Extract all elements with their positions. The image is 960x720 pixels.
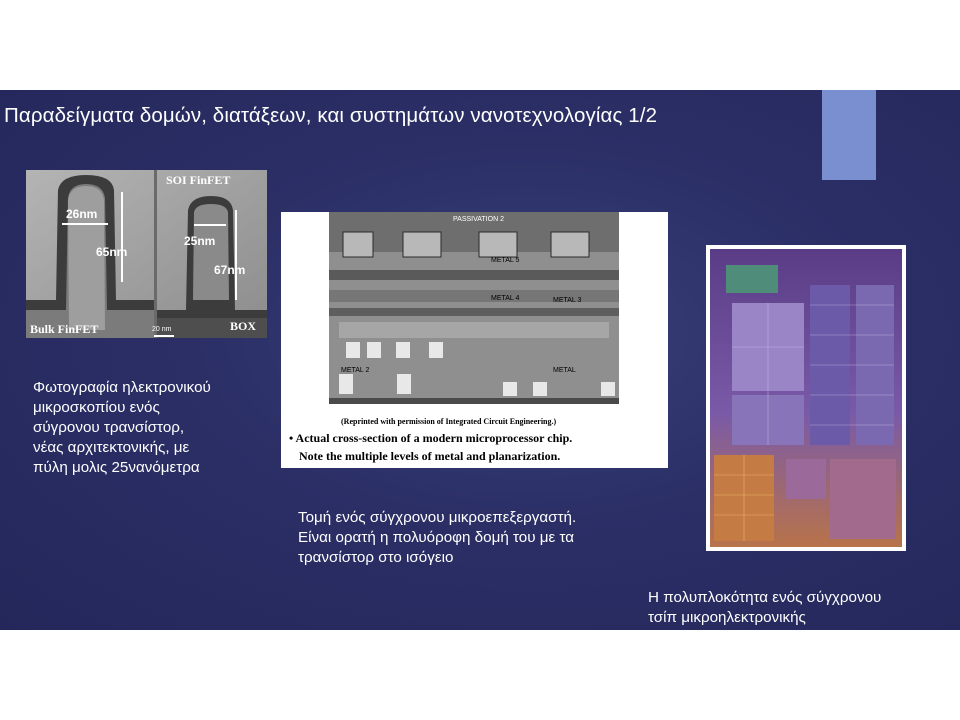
label-metal2: METAL 2 [341,367,370,374]
cross-section-bullet-1: • Actual cross-section of a modern microprocessor chip. [289,431,573,445]
label-metal4: METAL 4 [491,295,520,302]
label-passivation: PASSIVATION 2 [453,216,504,223]
label-scale: 20 nm [152,326,172,333]
label-67nm: 67nm [214,263,246,277]
slide [0,90,960,630]
chip-die-caption: Η πολυπλοκότητα ενός σύγχρονου τσίπ μικροηλεκτρονικής [648,589,882,626]
label-metal3: METAL 3 [553,297,582,304]
label-metal1: METAL [553,367,576,374]
chip-die-image [706,245,906,551]
label-bulk-finfet: Bulk FinFET [30,322,99,336]
slide-title: Παραδείγματα δομών, διατάξεων, και συστημάτων νανοτεχνολογίας 1/2 [4,104,658,127]
finfet-caption: Φωτογραφία ηλεκτρονικού μικροσκοπίου ενός σύγρονου τρανσίστορ, νέας αρχιτεκτονικής, με πύλη μολις 25νανόμετρα [33,379,211,476]
cross-section-image [281,212,668,468]
label-25nm: 25nm [184,234,216,248]
finfet-tem-image [26,170,267,338]
label-65nm: 65nm [96,245,128,259]
label-soi-finfet: SOI FinFET [166,173,231,187]
cross-section-caption: Τομή ενός σύγχρονου μικροεπεξεργαστή. Είναι ορατή η πολυόροφη δομή του με τα τρανσίστορ στο ισόγειο [298,509,577,566]
label-box: BOX [230,319,257,333]
label-26nm: 26nm [66,207,98,221]
label-metal5: METAL 5 [491,257,520,264]
cross-section-credit: (Reprinted with permission of Integrated Circuit Engineering.) [341,417,557,426]
accent-block [822,90,876,180]
cross-section-bullet-2: Note the multiple levels of metal and planarization. [299,449,561,463]
